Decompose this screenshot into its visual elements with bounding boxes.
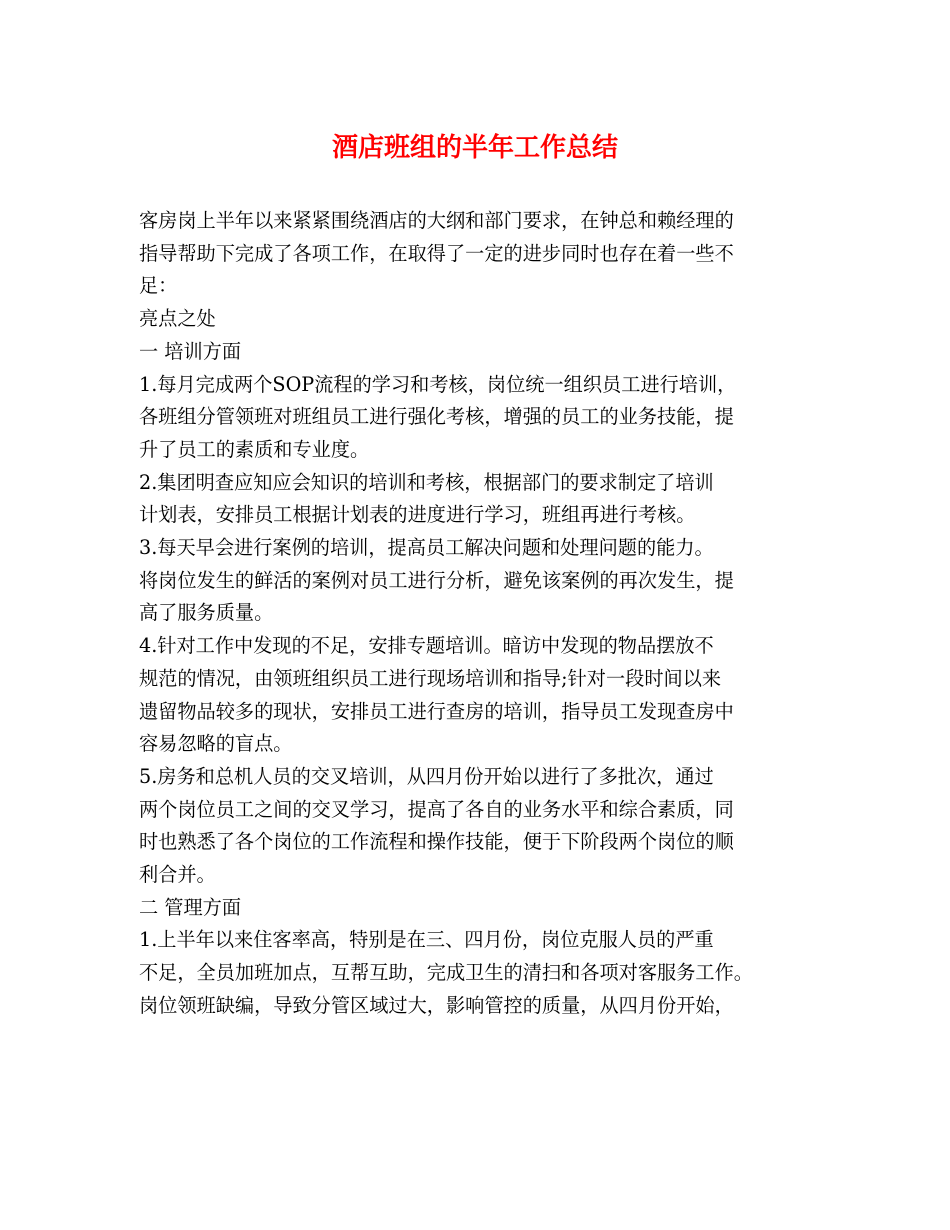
body-line: 1.每月完成两个SOP流程的学习和考核，岗位统一组织员工进行培训， (139, 372, 737, 396)
body-line: 容易忽略的盲点。 (139, 732, 293, 756)
body-line: 二 管理方面 (139, 895, 242, 919)
body-line: 足： (139, 274, 178, 298)
body-line: 升了员工的素质和专业度。 (139, 437, 370, 461)
body-line: 高了服务质量。 (139, 601, 274, 625)
body-line: 将岗位发生的鲜活的案例对员工进行分析，避免该案例的再次发生，提 (139, 568, 734, 592)
body-line: 规范的情况，由领班组织员工进行现场培训和指导;针对一段时间以来 (139, 666, 722, 690)
body-line: 时也熟悉了各个岗位的工作流程和操作技能，便于下阶段两个岗位的顺 (139, 830, 734, 854)
body-line: 1.上半年以来住客率高，特别是在三、四月份，岗位克服人员的严重 (139, 928, 714, 952)
body-line: 不足，全员加班加点，互帮互助，完成卫生的清扫和各项对客服务工作。 (139, 961, 753, 985)
body-line: 各班组分管领班对班组员工进行强化考核，增强的员工的业务技能，提 (139, 405, 734, 429)
body-line: 亮点之处 (139, 307, 216, 331)
body-line: 5.房务和总机人员的交叉培训，从四月份开始以进行了多批次，通过 (139, 764, 714, 788)
body-line: 一 培训方面 (139, 339, 242, 363)
body-line: 两个岗位员工之间的交叉学习，提高了各自的业务水平和综合素质，同 (139, 797, 734, 821)
body-line: 利合并。 (139, 863, 216, 886)
body-line: 3.每天早会进行案例的培训，提高员工解决问题和处理问题的能力。 (139, 536, 714, 559)
body-line: 遗留物品较多的现状，安排员工进行查房的培训，指导员工发现查房中 (139, 699, 734, 723)
document-title: 酒店班组的半年工作总结 (331, 133, 618, 163)
body-line: 4.针对工作中发现的不足，安排专题培训。暗访中发现的物品摆放不 (139, 634, 714, 658)
body-line: 岗位领班缺编，导致分管区域过大，影响管控的质量，从四月份开始， (139, 993, 734, 1017)
body-line: 客房岗上半年以来紧紧围绕酒店的大纲和部门要求，在钟总和赖经理的 (139, 209, 734, 232)
body-line: 2.集团明查应知应会知识的培训和考核，根据部门的要求制定了培训 (139, 470, 714, 494)
body-line: 计划表，安排员工根据计划表的进度进行学习，班组再进行考核。 (139, 503, 696, 527)
body-line: 指导帮助下完成了各项工作，在取得了一定的进步同时也存在着一些不 (139, 241, 734, 265)
